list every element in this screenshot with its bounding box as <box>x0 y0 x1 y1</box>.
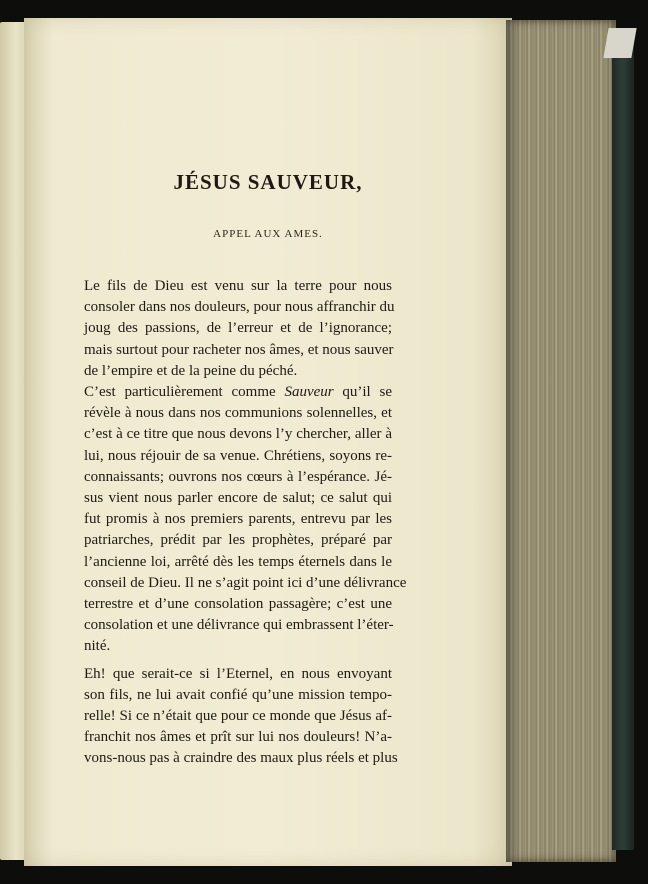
book-page-edges <box>506 20 616 862</box>
paragraph-2 <box>68 382 407 658</box>
paragraph-1 <box>68 276 395 382</box>
text-line: consoler dans nos douleurs, pour nous affranchir du <box>84 299 395 316</box>
facing-page-edge <box>0 22 26 860</box>
text-line: terrestre et d’une consolation passagère; c’est une <box>84 596 392 613</box>
text-line: lui, nous réjouir de sa venue. Chrétiens, soyons re- <box>84 447 392 464</box>
body-text <box>68 276 407 770</box>
text-line: révèle à nous dans nos communions solennelles, et <box>84 405 392 422</box>
page-title: JÉSUS SAUVEUR, <box>173 170 363 194</box>
paragraph-3 <box>68 664 398 770</box>
text-line: c’est à ce titre que nous devons l’y chercher, aller à <box>84 426 392 443</box>
text-line: nité. <box>84 638 111 655</box>
text-line: vons-nous pas à craindre des maux plus réels et plus <box>84 750 398 767</box>
text-line: C’est particulièrement comme Sauveur qu’il se <box>84 384 392 401</box>
text-line: l’ancienne loi, arrêté dès les temps éternels dans le <box>84 553 392 570</box>
text-line: fut promis à nos premiers parents, entrevu par les <box>84 511 392 528</box>
text-line: Eh! que serait-ce si l’Eternel, en nous envoyant <box>84 665 392 682</box>
text-line: relle! Si ce n’était que pour ce monde que Jésus af- <box>84 708 392 725</box>
text-line: conseil de Dieu. Il ne s’agit point ici d’une délivrance <box>84 574 407 591</box>
text-line: patriarches, prédit par les prophètes, préparé par <box>84 532 392 549</box>
text-line: connaissants; ouvrons nos cœurs à l’espérance. Jé- <box>84 468 392 485</box>
book-cover <box>612 30 634 850</box>
text-line: consolation et une délivrance qui embrassent l’éter- <box>84 617 394 634</box>
text-line: sus vient nous parler encore de salut; ce salut qui <box>84 490 392 507</box>
text-line: Le fils de Dieu est venu sur la terre pour nous <box>84 278 392 294</box>
text-line: son fils, ne lui avait confié qu’une mission tempo- <box>84 686 392 703</box>
text-line: joug des passions, de l’erreur et de l’ignorance; <box>84 320 392 337</box>
text-line: franchit nos âmes et prît sur lui nos douleurs! N’a- <box>84 729 392 746</box>
text-line: de l’empire et de la peine du péché. <box>84 362 298 379</box>
text-line: mais surtout pour racheter nos âmes, et nous sauver <box>84 341 394 358</box>
page-subtitle: APPEL AUX AMES. <box>213 228 323 240</box>
cover-corner <box>603 28 636 58</box>
